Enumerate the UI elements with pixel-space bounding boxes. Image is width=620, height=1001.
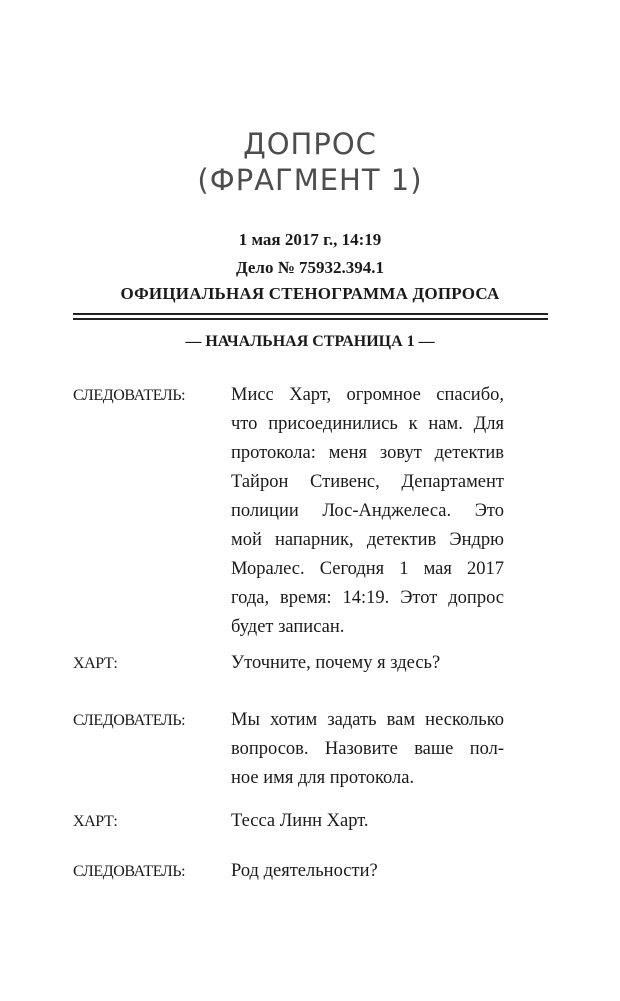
document-type: ОФИЦИАЛЬНАЯ СТЕНОГРАММА ДОПРОСА [120, 284, 500, 303]
header-divider-bottom [73, 318, 548, 320]
speaker-label: СЛЕДОВАТЕЛЬ: [73, 387, 186, 404]
speaker-label: ХАРТ: [73, 655, 118, 672]
speech-line: полиции Лос-Анджелеса. Это [231, 501, 504, 521]
header-divider-top [73, 313, 548, 315]
speech-line: ное имя для протокола. [231, 768, 415, 788]
speech-line: Уточните, почему я здесь? [231, 653, 441, 673]
speech-text [231, 807, 504, 836]
speech-line: вопросов. Назовите ваше пол- [231, 739, 504, 759]
speaker-label: ХАРТ: [73, 813, 118, 830]
speech-text [231, 706, 504, 793]
speech-line: протокола: меня зовут детектив [231, 443, 504, 463]
speaker-label: СЛЕДОВАТЕЛЬ: [73, 863, 186, 880]
speaker-label: СЛЕДОВАТЕЛЬ: [73, 712, 186, 729]
speech-line: Род деятельности? [231, 861, 378, 881]
speech-line: Тайрон Стивенс, Департамент [231, 472, 504, 492]
transcript-date-time: 1 мая 2017 г., 14:19 [238, 230, 382, 249]
speech-line: Мы хотим задать вам несколько [231, 710, 504, 730]
section-header: — НАЧАЛЬНАЯ СТРАНИЦА 1 — [185, 333, 435, 350]
chapter-title-line-2: (ФРАГМЕНТ 1) [197, 163, 423, 197]
speech-line: Тесса Линн Харт. [231, 811, 369, 831]
chapter-title-line-1: ДОПРОС [243, 127, 377, 161]
speech-line: Моралес. Сегодня 1 мая 2017 [231, 559, 504, 579]
speech-line: будет записан. [231, 617, 345, 637]
case-number: Дело № 75932.394.1 [235, 258, 385, 277]
speech-line: что присоединились к нам. Для [231, 414, 504, 434]
speech-line: мой напарник, детектив Эндрю [231, 530, 504, 550]
speech-text [231, 381, 504, 642]
speech-line: года, время: 14:19. Этот допрос [231, 588, 504, 608]
speech-text [231, 857, 504, 886]
speech-text [231, 649, 504, 678]
speech-line: Мисс Харт, огромное спасибо, [231, 385, 504, 405]
